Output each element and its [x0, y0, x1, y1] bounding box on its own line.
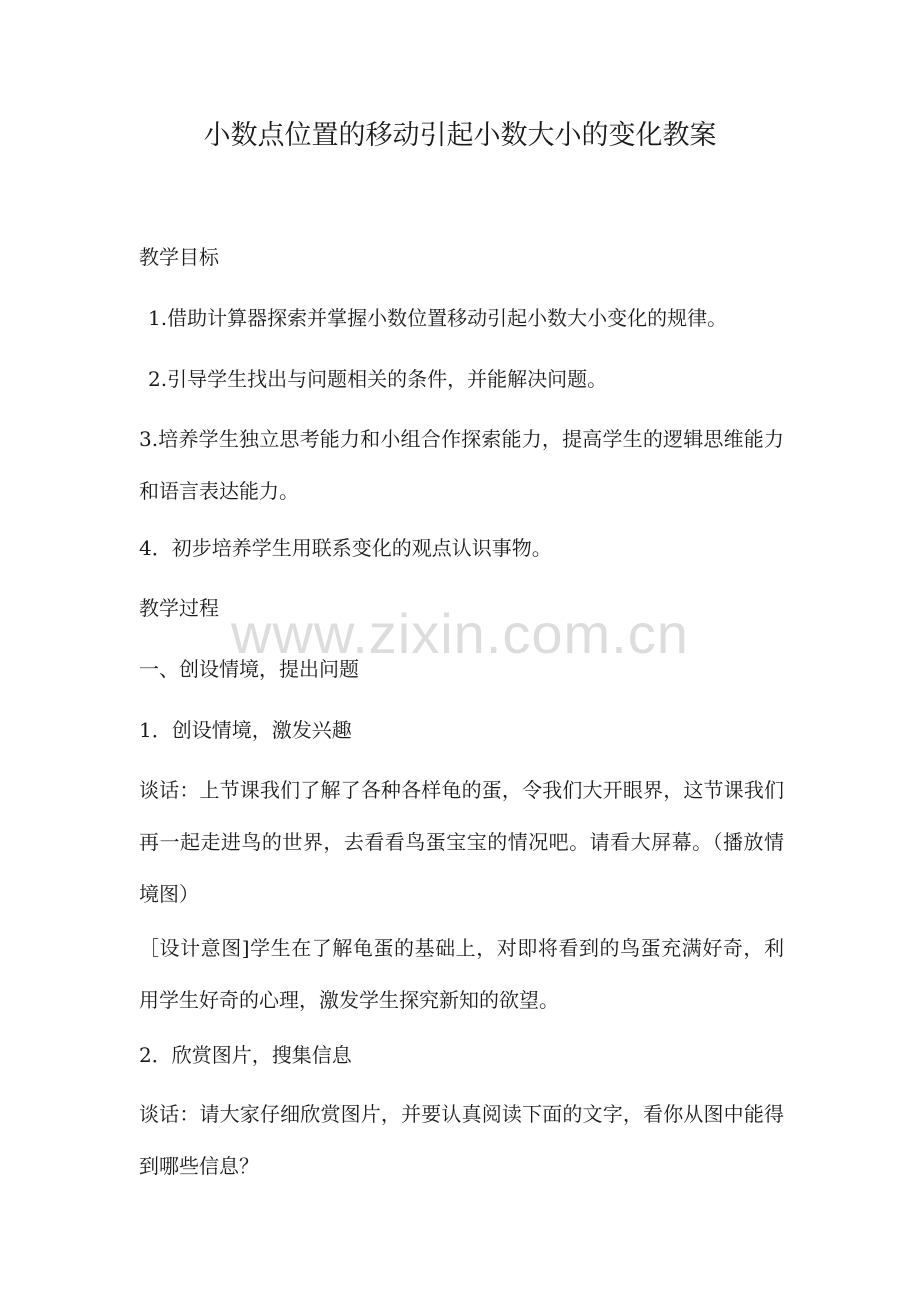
objective-item-4: 4．初步培养学生用联系变化的观点认识事物。 — [139, 536, 552, 560]
step-1-design-note: ［设计意图]学生在了解龟蛋的基础上，对即将看到的鸟蛋充满好奇，利用学生好奇的心理，激发学生探究新知的欲望。 — [139, 936, 784, 1012]
section-heading-objectives: 教学目标 — [139, 245, 219, 269]
step-1-heading: 1．创设情境，激发兴趣 — [139, 718, 352, 742]
objective-item-3: 3.培养学生独立思考能力和小组合作探索能力，提高学生的逻辑思维能力和语言表达能力。 — [139, 427, 784, 503]
part-1-heading: 一、创设情境，提出问题 — [139, 657, 359, 681]
objective-item-2: 2.引导学生找出与问题相关的条件，并能解决问题。 — [148, 367, 608, 391]
objective-item-1: 1.借助计算器探索并掌握小数位置移动引起小数大小变化的规律。 — [148, 306, 728, 330]
watermark-text: www.zixin.com.cn — [231, 602, 689, 665]
step-2-heading: 2．欣赏图片，搜集信息 — [139, 1043, 352, 1067]
section-heading-process: 教学过程 — [139, 596, 219, 620]
step-1-dialogue: 谈话：上节课我们了解了各种各样龟的蛋，令我们大开眼界，这节课我们再一起走进鸟的世界，去看看鸟蛋宝宝的情况吧。请看大屏幕。（播放情境图） — [139, 778, 784, 906]
step-2-dialogue: 谈话：请大家仔细欣赏图片，并要认真阅读下面的文字，看你从图中能得到哪些信息？ — [139, 1102, 784, 1178]
document-title: 小数点位置的移动引起小数大小的变化教案 — [203, 120, 717, 151]
